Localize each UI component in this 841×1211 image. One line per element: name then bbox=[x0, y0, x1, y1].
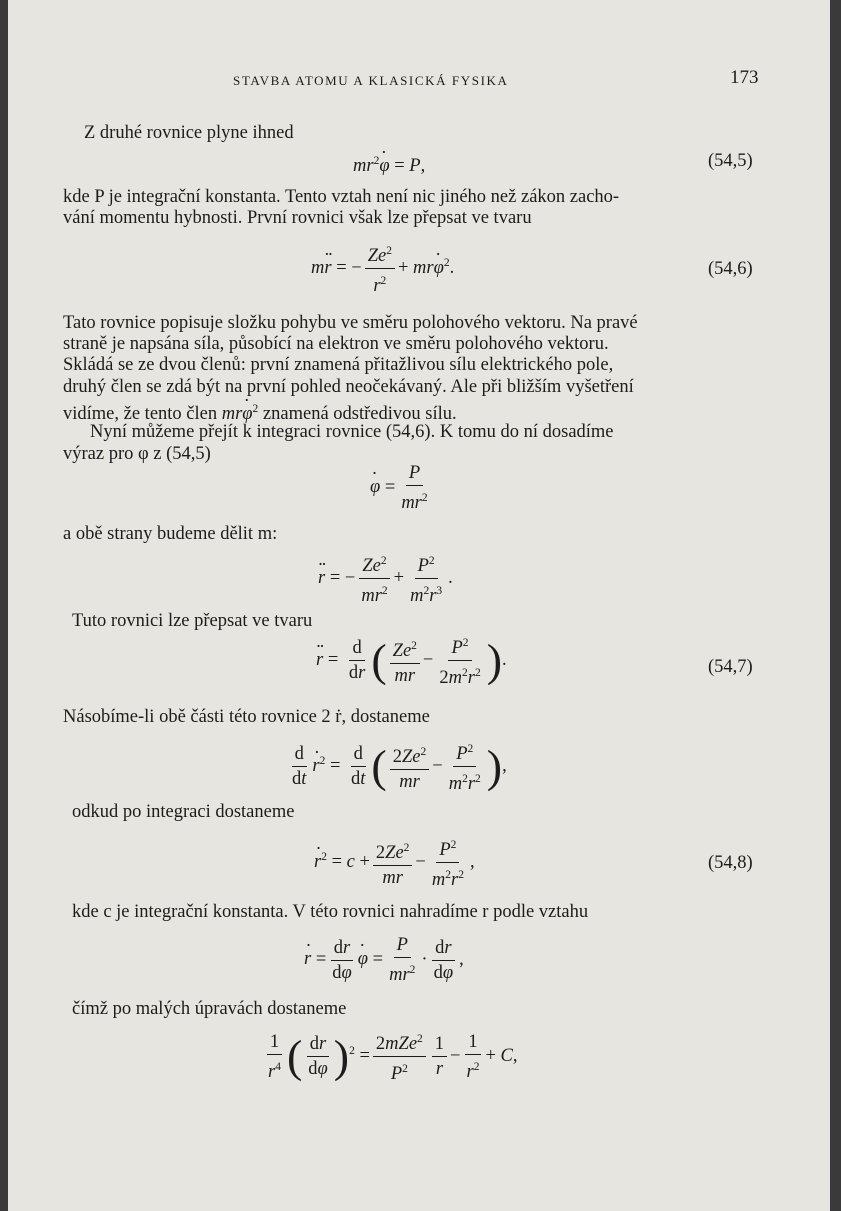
text-line: Skládá se ze dvou členů: první znamená přitažlivou sílu elektrického pole, bbox=[63, 355, 614, 375]
equation-phi-dot: · φ = $\frac{P}{mr^2}$ bbox=[370, 462, 434, 514]
text-line: Tato rovnice popisuje složku pohybu ve směru polohového vektoru. Na pravé bbox=[63, 313, 638, 333]
equation-54-8: · $r^2 = c$ + $\frac{2Ze^2}{mr}$ − $\frac{P^2}{m^2r^2}$ , bbox=[314, 834, 475, 891]
equation-r-ddot: ·· r = − $\frac{Ze^2}{mr^2}$ + $\frac{P^2}{m^2r^3}$ . bbox=[318, 550, 453, 607]
text-line: kde P je integrační konstanta. Tento vztah není nic jiného než zákon zacho- bbox=[63, 187, 620, 207]
equation-energy-derivative: $\frac{d}{dt}$ · $r^2$ = $\frac{d}{dt}$ ( $\frac{2Ze^2}{mr}$ − $\frac{P^2}{m^2r^2}$ ), bbox=[286, 738, 507, 795]
text-line: čímž po malých úpravách dostaneme bbox=[72, 999, 347, 1019]
equation-54-6: m·· r = − $\frac{Ze^2}{r^2}$ + $mr\cdot \varphi^2$. bbox=[311, 240, 454, 297]
text-line: kde c je integrační konstanta. V této rovnici nahradíme r podle vztahu bbox=[72, 902, 589, 922]
text-line: Z druhé rovnice plyne ihned bbox=[84, 123, 294, 143]
text-line: vání momentu hybnosti. První rovnici však lze přepsat ve tvaru bbox=[63, 208, 532, 228]
equation-54-7: ·· r = $\frac{d}{dr}$ ( $\frac{Ze^2}{mr}$ − $\frac{P^2}{2m^2r^2}$ ). bbox=[316, 632, 507, 689]
equation-number: (54,6) bbox=[708, 259, 753, 279]
text-line: a obě strany budeme dělit m: bbox=[63, 524, 278, 544]
text-line: Tuto rovnici lze přepsat ve tvaru bbox=[72, 611, 313, 631]
text-line: Násobíme-li obě části této rovnice 2 ṙ, dostaneme bbox=[63, 707, 430, 727]
equation-number: (54,8) bbox=[708, 853, 753, 873]
equation-orbit: $\frac{1}{r^4}$ ( $\frac{dr}{d\varphi}$ )$^2$ = $\frac{2mZe^2}{P^2}$ $\frac{1}{r}$ − $\frac{1}{r^2}$ + C, bbox=[262, 1028, 517, 1085]
text-line: vidíme, že tento člen $mr\cdot \varphi^2$ znamená odstředivou sílu. bbox=[63, 399, 457, 425]
running-header: STAVBA ATOMU A KLASICKÁ FYSIKA bbox=[233, 73, 509, 88]
equation-number: (54,5) bbox=[708, 151, 753, 171]
equation-r-dot: · r = $\frac{dr}{d\varphi}$ · φ = $\frac{P}{mr^2}$ · $\frac{dr}{d\varphi}$ , bbox=[304, 934, 464, 986]
text-line: odkud po integraci dostaneme bbox=[72, 802, 295, 822]
text-line: Nyní můžeme přejít k integraci rovnice (54,6). K tomu do ní dosadíme bbox=[90, 422, 614, 442]
page-number: 173 bbox=[730, 67, 759, 88]
equation-54-5: $mr^2\cdot \varphi = P$, bbox=[353, 151, 425, 177]
text-line: výraz pro φ z (54,5) bbox=[63, 444, 211, 464]
equation-number: (54,7) bbox=[708, 657, 753, 677]
text-line: druhý člen se zdá být na první pohled neočekávaný. Ale při bližším vyšetření bbox=[63, 377, 634, 397]
book-page bbox=[8, 0, 830, 1211]
text-line: straně je napsána síla, působící na elektron ve směru polohového vektoru. bbox=[63, 334, 609, 354]
